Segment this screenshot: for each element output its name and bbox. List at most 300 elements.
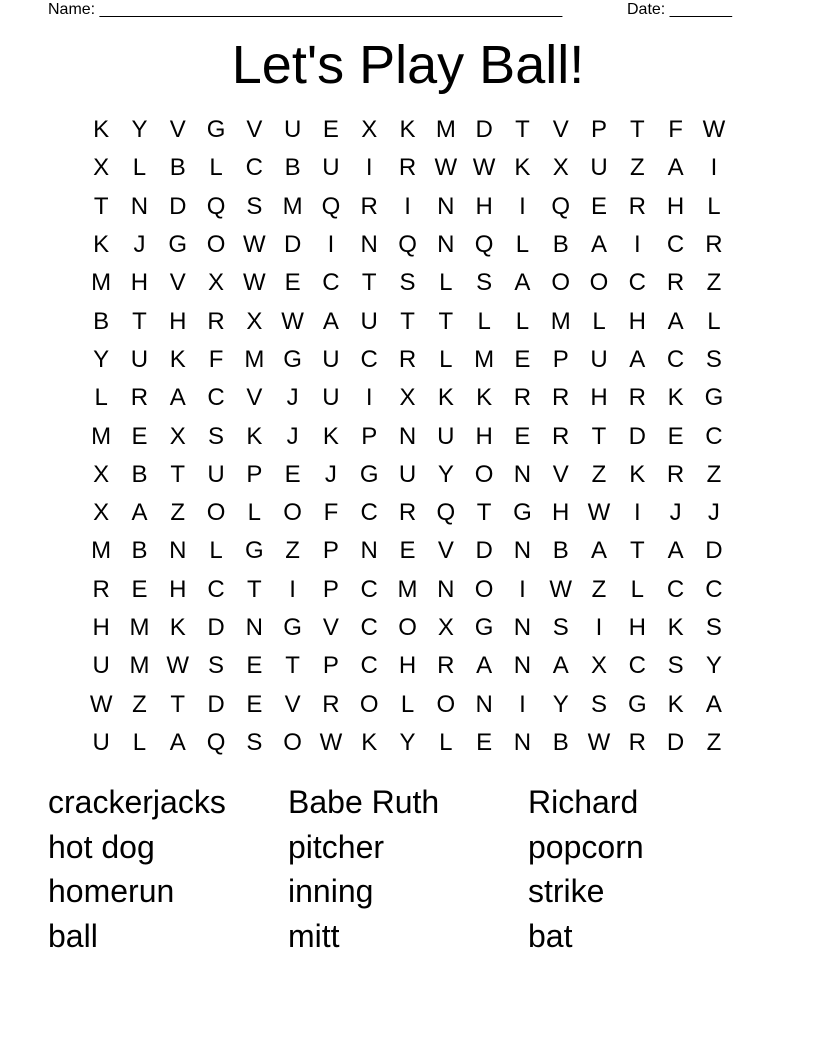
grid-letter[interactable]: L (439, 728, 453, 756)
grid-letter[interactable]: H (475, 422, 493, 450)
word-bank-item: homerun (48, 873, 175, 910)
grid-letter[interactable]: T (361, 269, 377, 297)
grid-letter[interactable]: Q (321, 192, 341, 220)
grid-letter[interactable]: Y (705, 652, 722, 680)
grid-letter[interactable]: C (666, 231, 685, 259)
grid-letter[interactable]: E (131, 575, 148, 603)
grid-letter[interactable]: Z (706, 728, 722, 756)
grid-letter[interactable]: J (707, 499, 720, 527)
grid-letter[interactable]: J (286, 422, 299, 450)
grid-letter[interactable]: E (667, 422, 684, 450)
grid-letter[interactable]: E (246, 652, 263, 680)
grid-letter[interactable]: J (133, 231, 146, 259)
grid-letter[interactable]: O (206, 231, 226, 259)
grid-letter[interactable]: K (361, 728, 378, 756)
grid-letter[interactable]: E (514, 422, 531, 450)
grid-letter[interactable]: W (587, 728, 611, 756)
grid-letter[interactable]: L (400, 690, 415, 718)
grid-letter[interactable]: E (284, 269, 301, 297)
grid-letter[interactable]: D (705, 537, 723, 565)
grid-letter[interactable]: A (169, 384, 186, 412)
grid-letter[interactable]: A (514, 269, 531, 297)
grid-letter[interactable]: A (705, 690, 722, 718)
grid-letter[interactable]: N (360, 537, 378, 565)
grid-letter[interactable]: B (552, 537, 569, 565)
grid-letter[interactable]: M (244, 345, 265, 373)
grid-letter[interactable]: L (132, 728, 147, 756)
grid-letter[interactable]: O (283, 728, 302, 756)
grid-letter[interactable]: U (398, 460, 417, 488)
grid-letter[interactable]: O (436, 690, 456, 718)
grid-letter[interactable]: E (591, 192, 608, 220)
grid-letter[interactable]: V (169, 116, 186, 144)
grid-letter[interactable]: W (587, 499, 611, 527)
grid-letter[interactable]: K (322, 422, 339, 450)
grid-letter[interactable]: M (474, 345, 495, 373)
grid-letter[interactable]: P (322, 537, 339, 565)
grid-letter[interactable]: N (245, 614, 263, 641)
grid-letter[interactable]: I (327, 231, 335, 259)
grid-letter[interactable]: X (361, 116, 378, 144)
grid-letter[interactable]: L (132, 154, 147, 182)
grid-letter[interactable]: N (437, 192, 455, 220)
grid-letter[interactable]: B (284, 154, 301, 182)
grid-letter[interactable]: K (93, 231, 110, 259)
grid-letter[interactable]: V (246, 384, 263, 412)
grid-letter[interactable]: R (398, 154, 417, 182)
grid-letter[interactable]: T (247, 575, 262, 603)
grid-letter[interactable]: W (319, 728, 343, 756)
grid-letter[interactable]: L (707, 192, 721, 220)
grid-letter[interactable]: K (399, 116, 416, 144)
grid-letter[interactable]: R (398, 345, 417, 373)
grid-letter[interactable]: W (702, 116, 726, 144)
grid-letter[interactable]: T (476, 499, 492, 527)
grid-letter[interactable]: Y (437, 460, 454, 488)
word-bank-item: mitt (288, 918, 340, 955)
grid-letter[interactable]: T (515, 116, 530, 144)
grid-letter[interactable]: Z (591, 460, 607, 488)
grid-letter[interactable]: O (359, 690, 379, 718)
grid-letter[interactable]: X (399, 384, 416, 412)
grid-letter[interactable]: N (130, 192, 149, 220)
word-bank-item: Richard (528, 784, 639, 820)
grid-letter[interactable]: A (169, 728, 186, 756)
grid-letter[interactable]: L (439, 345, 453, 373)
grid-letter[interactable]: U (437, 422, 455, 450)
grid-letter[interactable]: N (398, 422, 417, 450)
grid-letter[interactable]: R (666, 269, 685, 297)
grid-letter[interactable]: X (246, 307, 263, 335)
grid-letter[interactable]: P (322, 575, 339, 603)
grid-letter[interactable]: C (207, 575, 225, 603)
grid-letter[interactable]: R (666, 460, 685, 488)
grid-letter[interactable]: V (437, 537, 454, 565)
grid-letter[interactable]: W (166, 652, 190, 680)
grid-letter[interactable]: N (437, 575, 455, 603)
grid-letter[interactable]: L (592, 307, 606, 335)
grid-letter[interactable]: E (322, 116, 339, 144)
grid-letter[interactable]: H (169, 575, 187, 603)
grid-letter[interactable]: G (474, 614, 494, 641)
grid-letter[interactable]: R (130, 384, 149, 412)
grid-letter[interactable]: D (628, 422, 646, 450)
grid-letter[interactable]: S (667, 652, 684, 680)
grid-letter[interactable]: G (359, 460, 379, 488)
grid-letter[interactable]: G (168, 231, 188, 259)
grid-letter[interactable]: Q (206, 728, 226, 756)
grid-letter[interactable]: V (169, 269, 186, 297)
grid-letter[interactable]: U (360, 307, 378, 335)
grid-letter[interactable]: D (475, 116, 493, 144)
grid-letter[interactable]: L (707, 307, 721, 335)
grid-letter[interactable]: J (669, 499, 682, 527)
grid-letter[interactable]: U (322, 345, 340, 373)
grid-letter[interactable]: Z (285, 537, 300, 565)
grid-letter[interactable]: R (628, 192, 646, 220)
grid-letter[interactable]: C (705, 575, 723, 603)
grid-letter[interactable]: W (243, 231, 266, 259)
grid-letter[interactable]: D (207, 614, 225, 641)
grid-letter[interactable]: Y (552, 690, 569, 718)
grid-letter[interactable]: H (590, 384, 608, 412)
grid-letter[interactable]: T (438, 307, 454, 335)
grid-letter[interactable]: U (92, 652, 110, 680)
grid-letter[interactable]: P (322, 652, 339, 680)
grid-letter[interactable]: H (666, 192, 685, 220)
grid-letter[interactable]: K (169, 345, 186, 373)
grid-letter[interactable]: V (552, 116, 569, 144)
grid-letter[interactable]: C (207, 384, 225, 412)
grid-letter[interactable]: G (245, 537, 264, 565)
grid-letter[interactable]: T (132, 307, 147, 335)
grid-letter[interactable]: F (323, 499, 339, 527)
grid-letter[interactable]: C (360, 614, 378, 641)
grid-letter[interactable]: S (591, 690, 608, 718)
grid-letter[interactable]: M (91, 422, 112, 450)
grid-letter[interactable]: A (591, 231, 608, 259)
grid-letter[interactable]: E (131, 422, 148, 450)
grid-letter[interactable]: K (476, 384, 493, 412)
grid-letter[interactable]: S (246, 192, 263, 220)
grid-letter[interactable]: V (322, 614, 339, 641)
grid-letter[interactable]: X (169, 422, 186, 450)
grid-letter[interactable]: W (243, 269, 266, 297)
grid-letter[interactable]: H (92, 614, 110, 641)
grid-letter[interactable]: T (170, 690, 186, 718)
grid-letter[interactable]: D (169, 192, 187, 220)
grid-letter[interactable]: C (628, 269, 646, 297)
grid-letter[interactable]: P (552, 345, 569, 373)
grid-letter[interactable]: R (628, 384, 646, 412)
grid-letter[interactable]: N (437, 231, 455, 259)
grid-letter[interactable]: Z (706, 460, 722, 488)
grid-letter[interactable]: A (667, 537, 684, 565)
grid-letter[interactable]: C (245, 154, 263, 182)
grid-letter[interactable]: R (322, 690, 340, 718)
grid-letter[interactable]: X (591, 652, 608, 680)
grid-letter[interactable]: I (633, 499, 641, 527)
grid-letter[interactable]: H (169, 307, 187, 335)
grid-letter[interactable]: C (360, 575, 378, 603)
date-field-line[interactable]: Date: _______ (627, 1, 732, 18)
grid-letter[interactable]: S (208, 422, 225, 450)
grid-letter[interactable]: B (131, 460, 148, 488)
grid-letter[interactable]: B (169, 154, 186, 182)
grid-letter[interactable]: G (704, 384, 724, 412)
grid-letter[interactable]: H (628, 614, 646, 641)
grid-letter[interactable]: R (552, 422, 570, 450)
grid-letter[interactable]: B (552, 231, 569, 259)
grid-letter[interactable]: X (93, 460, 110, 488)
grid-letter[interactable]: G (513, 499, 532, 527)
grid-letter[interactable]: H (552, 499, 570, 527)
grid-letter[interactable]: T (629, 537, 645, 565)
grid-letter[interactable]: C (705, 422, 723, 450)
grid-letter[interactable]: L (515, 231, 530, 259)
grid-letter[interactable]: X (552, 154, 569, 182)
grid-letter[interactable]: M (435, 116, 456, 144)
grid-letter[interactable]: O (589, 269, 609, 297)
grid-letter[interactable]: O (551, 269, 571, 297)
grid-letter[interactable]: R (207, 307, 225, 335)
page-title: Let's Play Ball! (231, 35, 585, 95)
grid-letter[interactable]: R (513, 384, 532, 412)
grid-letter[interactable]: S (552, 614, 569, 641)
grid-letter[interactable]: C (360, 652, 378, 680)
grid-letter[interactable]: I (365, 154, 373, 182)
grid-letter[interactable]: J (286, 384, 299, 412)
grid-letter[interactable]: G (206, 116, 226, 144)
grid-letter[interactable]: D (475, 537, 493, 565)
grid-letter[interactable]: I (595, 614, 603, 641)
grid-letter[interactable]: A (667, 307, 684, 335)
grid-letter[interactable]: N (169, 537, 187, 565)
grid-letter[interactable]: M (91, 537, 112, 565)
grid-letter[interactable]: N (360, 231, 378, 259)
grid-letter[interactable]: U (130, 345, 149, 373)
grid-letter[interactable]: S (208, 652, 225, 680)
grid-letter[interactable]: G (283, 614, 302, 641)
grid-letter[interactable]: R (628, 728, 646, 756)
grid-letter[interactable]: M (129, 614, 150, 641)
grid-letter[interactable]: I (519, 575, 526, 603)
grid-letter[interactable]: B (552, 728, 569, 756)
name-field-line[interactable]: Name: ____________________________________________________ (48, 1, 563, 18)
grid-letter[interactable]: T (400, 307, 415, 335)
grid-letter[interactable]: I (365, 384, 373, 412)
grid-letter[interactable]: C (360, 499, 378, 527)
grid-letter[interactable]: I (404, 192, 411, 220)
grid-letter[interactable]: U (207, 460, 225, 488)
grid-letter[interactable]: T (93, 192, 109, 220)
grid-letter[interactable]: O (474, 460, 494, 488)
worksheet-header (48, 0, 748, 20)
grid-letter[interactable]: L (515, 307, 530, 335)
grid-letter[interactable]: P (246, 460, 263, 488)
grid-letter[interactable]: H (398, 652, 417, 680)
grid-letter[interactable]: M (397, 575, 418, 603)
grid-letter[interactable]: Y (131, 116, 148, 144)
grid-letter[interactable]: S (705, 345, 722, 373)
grid-letter[interactable]: L (439, 269, 453, 297)
grid-letter[interactable]: O (398, 614, 417, 641)
grid-letter[interactable]: S (246, 728, 263, 756)
grid-letter[interactable]: I (710, 154, 718, 182)
word-bank-item: strike (528, 873, 605, 910)
grid-letter[interactable]: K (93, 116, 110, 144)
grid-letter[interactable]: Q (436, 499, 456, 527)
grid-letter[interactable]: I (519, 690, 526, 718)
grid-letter[interactable]: C (360, 345, 378, 373)
grid-letter[interactable]: N (513, 537, 532, 565)
grid-letter[interactable]: H (475, 192, 493, 220)
grid-letter[interactable]: B (93, 307, 110, 335)
grid-letter[interactable]: R (705, 231, 723, 259)
grid-letter[interactable]: D (207, 690, 225, 718)
grid-letter[interactable]: K (246, 422, 263, 450)
grid-letter[interactable]: U (283, 116, 302, 144)
grid-letter[interactable]: N (513, 728, 532, 756)
grid-letter[interactable]: C (666, 345, 685, 373)
grid-letter[interactable]: M (91, 269, 112, 297)
grid-letter[interactable]: K (629, 460, 646, 488)
grid-letter[interactable]: Z (706, 269, 722, 297)
grid-letter[interactable]: U (322, 154, 340, 182)
grid-letter[interactable]: R (552, 384, 570, 412)
grid-letter[interactable]: R (360, 192, 378, 220)
grid-letter[interactable]: P (361, 422, 378, 450)
grid-letter[interactable]: V (552, 460, 569, 488)
grid-letter[interactable]: L (94, 384, 108, 412)
grid-letter[interactable]: D (666, 728, 685, 756)
grid-letter[interactable]: P (591, 116, 608, 144)
grid-letter[interactable]: E (399, 537, 416, 565)
grid-letter[interactable]: Y (399, 728, 416, 756)
grid-letter[interactable]: V (284, 690, 301, 718)
grid-letter[interactable]: C (322, 269, 340, 297)
grid-letter[interactable]: T (591, 422, 607, 450)
grid-letter[interactable]: T (170, 460, 186, 488)
grid-letter[interactable]: A (552, 652, 569, 680)
grid-letter[interactable]: L (247, 499, 262, 527)
grid-letter[interactable]: M (129, 652, 150, 680)
grid-letter[interactable]: A (629, 345, 646, 373)
grid-letter[interactable]: O (283, 499, 302, 527)
grid-letter[interactable]: U (590, 345, 608, 373)
grid-letter[interactable]: G (627, 690, 647, 718)
grid-letter[interactable]: W (434, 154, 458, 182)
grid-letter[interactable]: F (668, 116, 683, 144)
grid-letter[interactable]: M (550, 307, 571, 335)
grid-letter[interactable]: W (549, 575, 573, 603)
word-search-grid[interactable] (82, 111, 733, 762)
grid-letter[interactable]: E (514, 345, 531, 373)
grid-letter[interactable]: I (633, 231, 641, 259)
word-bank-item: ball (48, 918, 98, 955)
grid-letter[interactable]: B (131, 537, 148, 565)
grid-letter[interactable]: K (169, 614, 186, 641)
grid-letter[interactable]: K (667, 614, 684, 641)
grid-letter[interactable]: K (667, 690, 684, 718)
grid-letter[interactable]: X (93, 154, 110, 182)
grid-letter[interactable]: X (208, 269, 225, 297)
grid-letter[interactable]: N (513, 614, 532, 641)
grid-letter[interactable]: X (437, 614, 454, 641)
grid-letter[interactable]: N (513, 652, 532, 680)
grid-letter[interactable]: F (208, 345, 224, 373)
grid-letter[interactable]: E (476, 728, 493, 756)
grid-letter[interactable]: L (209, 537, 223, 565)
grid-letter[interactable]: H (130, 269, 149, 297)
grid-letter[interactable]: Z (170, 499, 186, 527)
grid-letter[interactable]: Q (206, 192, 226, 220)
grid-letter[interactable]: I (519, 192, 526, 220)
grid-letter[interactable]: T (629, 116, 645, 144)
grid-letter[interactable]: A (322, 307, 339, 335)
grid-letter[interactable]: L (630, 575, 644, 603)
grid-letter[interactable]: Y (93, 345, 110, 373)
grid-letter[interactable]: D (283, 231, 302, 259)
grid-letter[interactable]: U (322, 384, 340, 412)
word-bank-item: Babe Ruth (288, 784, 440, 820)
grid-letter[interactable]: T (285, 652, 300, 680)
grid-letter[interactable]: Q (474, 231, 494, 259)
grid-letter[interactable]: S (399, 269, 416, 297)
grid-letter[interactable]: Z (132, 690, 147, 718)
grid-letter[interactable]: O (474, 575, 494, 603)
grid-letter[interactable]: N (513, 460, 532, 488)
grid-letter[interactable]: J (324, 460, 337, 488)
grid-letter[interactable]: O (206, 499, 226, 527)
grid-letter[interactable]: K (437, 384, 454, 412)
grid-letter[interactable]: A (591, 537, 608, 565)
grid-letter[interactable]: R (92, 575, 110, 603)
grid-letter[interactable]: A (667, 154, 684, 182)
grid-letter[interactable]: V (246, 116, 263, 144)
grid-letter[interactable]: U (590, 154, 608, 182)
grid-letter[interactable]: C (666, 575, 685, 603)
grid-letter[interactable]: U (92, 728, 110, 756)
grid-letter[interactable]: M (282, 192, 303, 220)
grid-letter[interactable]: G (283, 345, 302, 373)
grid-letter[interactable]: R (437, 652, 455, 680)
grid-letter[interactable]: X (93, 499, 110, 527)
grid-letter[interactable]: Z (629, 154, 645, 182)
grid-letter[interactable]: W (89, 690, 113, 718)
grid-letter[interactable]: C (628, 652, 646, 680)
grid-letter[interactable]: K (667, 384, 684, 412)
grid-letter[interactable]: R (398, 499, 417, 527)
grid-letter[interactable]: S (705, 614, 722, 641)
grid-letter[interactable]: A (131, 499, 148, 527)
grid-letter[interactable]: Q (398, 231, 417, 259)
grid-letter[interactable]: W (472, 154, 496, 182)
grid-letter[interactable]: L (209, 154, 223, 182)
grid-letter[interactable]: E (246, 690, 263, 718)
grid-letter[interactable]: L (477, 307, 491, 335)
grid-letter[interactable]: E (284, 460, 301, 488)
grid-letter[interactable]: Q (551, 192, 571, 220)
grid-letter[interactable]: Z (591, 575, 607, 603)
grid-letter[interactable]: W (281, 307, 304, 335)
grid-letter[interactable]: A (476, 652, 493, 680)
grid-letter[interactable]: I (289, 575, 296, 603)
grid-letter[interactable]: S (476, 269, 493, 297)
grid-letter[interactable]: K (514, 154, 531, 182)
grid-letter[interactable]: N (475, 690, 493, 718)
grid-letter[interactable]: H (628, 307, 646, 335)
